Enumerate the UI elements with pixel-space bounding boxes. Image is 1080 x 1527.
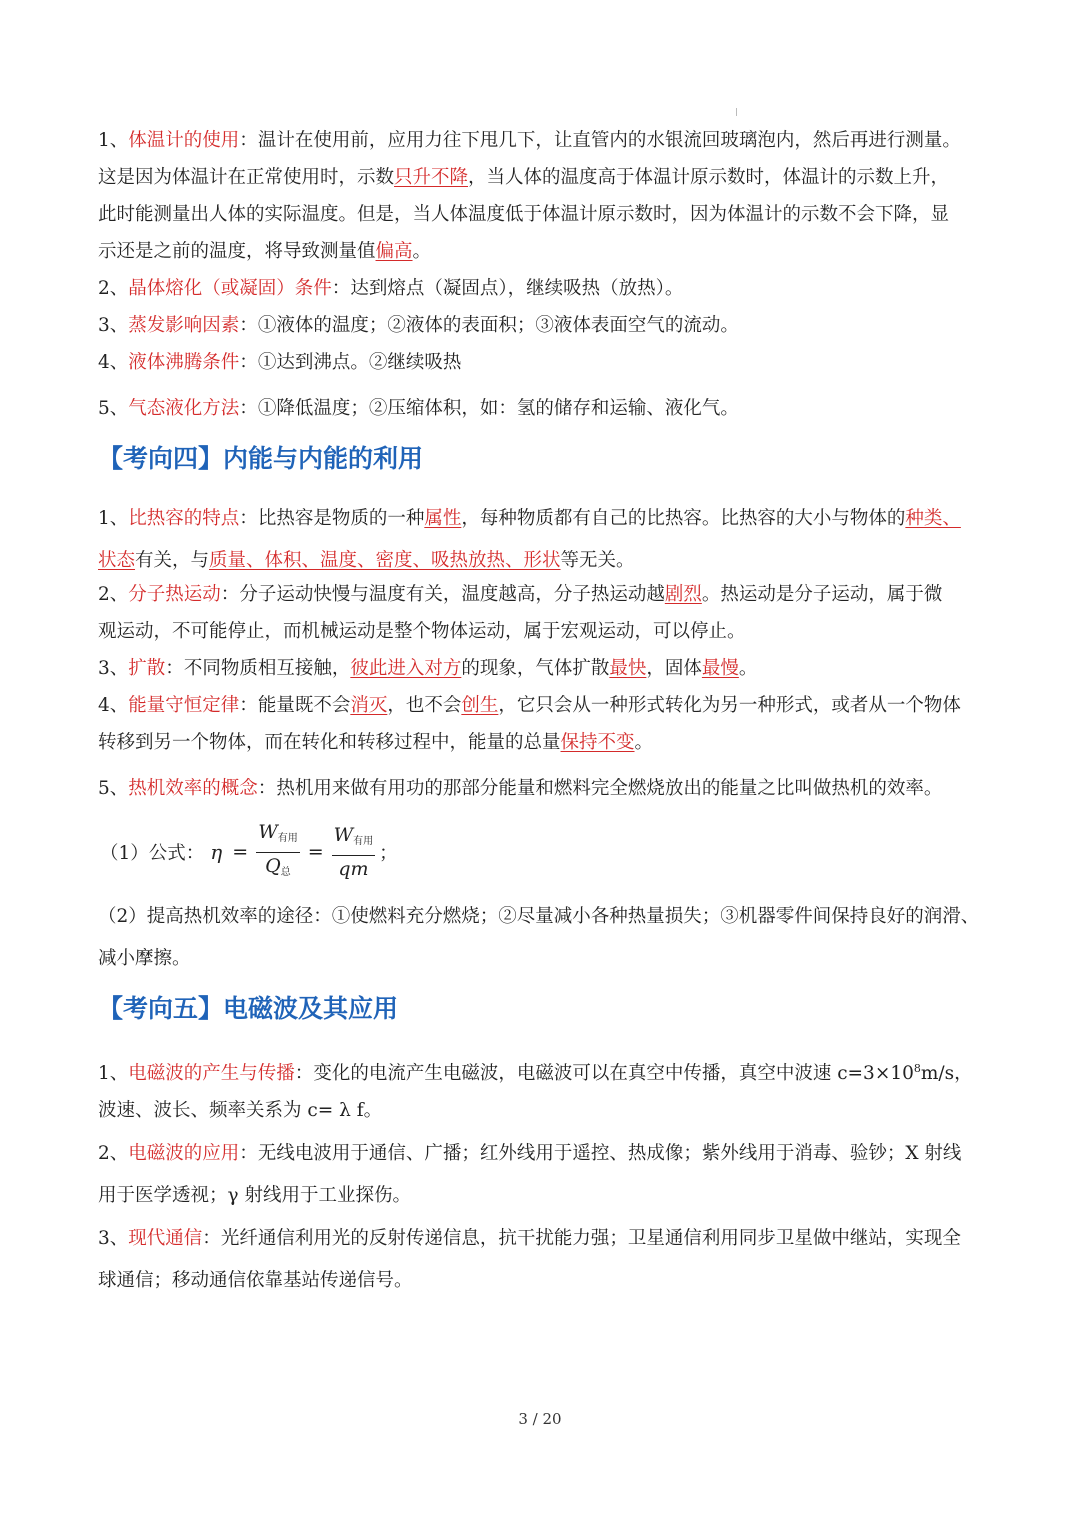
item-text: ，每种物质都有自己的比热容。比热容的大小与物体的 — [461, 508, 906, 529]
scan-mark — [736, 108, 737, 116]
subscript: 总 — [280, 866, 291, 878]
key-term: 液体沸腾条件 — [128, 352, 240, 373]
item-em-wave-generation-line-1 — [98, 1054, 988, 1089]
item-text: 这是因为体温计在正常使用时，示数 — [98, 167, 395, 188]
underlined-term: 最快 — [609, 658, 647, 679]
item-diffusion — [98, 654, 988, 684]
underlined-term: 偏高 — [375, 241, 413, 262]
item-text: 减小摩擦。 — [98, 948, 191, 969]
separator: ： — [220, 584, 240, 605]
item-text: 的现象，气体扩散 — [461, 658, 610, 679]
item-text: （2）提高热机效率的途径：①使燃料充分燃烧；②尽量减小各种热量损失；③机器零件间保持良好的润滑、 — [98, 906, 980, 927]
item-text: 此时能测量出人体的实际温度。但是，当人体温度低于体温计原示数时，因为体温计的示数不会下降，显 — [98, 204, 950, 225]
item-energy-conservation-line-1 — [98, 691, 988, 721]
item-thermometer-line-2 — [98, 163, 988, 193]
key-term: 分子热运动 — [128, 584, 221, 605]
section-heading-5: 【考向五】电磁波及其应用 — [98, 994, 399, 1023]
item-number: 2、 — [98, 584, 129, 605]
key-term: 电磁波的产生与传播 — [128, 1063, 295, 1085]
item-text: 分子运动快慢与温度有关，温度越高，分子热运动越 — [239, 584, 665, 605]
item-heat-efficiency — [98, 774, 988, 804]
separator: ： — [294, 1063, 314, 1085]
fraction-useful-over-total — [256, 821, 300, 884]
key-term: 热机效率的概念 — [128, 778, 258, 799]
efficiency-methods-line-1 — [98, 902, 988, 932]
item-text: 有关，与 — [135, 550, 210, 571]
item-text: 比热容是物质的一种 — [257, 508, 425, 529]
item-molecular-motion-line-2 — [98, 617, 988, 647]
item-text: 。 — [412, 241, 432, 262]
separator: ： — [257, 778, 277, 799]
item-text: ，固体 — [646, 658, 702, 679]
numerator — [332, 824, 376, 856]
key-term: 蒸发影响因素 — [128, 315, 240, 336]
item-text: 能量既不会 — [257, 695, 351, 716]
denominator — [265, 853, 291, 884]
item-crystal-melting — [98, 274, 988, 304]
w-symbol: W — [258, 820, 278, 843]
separator: ： — [202, 1228, 221, 1249]
separator: ： — [239, 1143, 258, 1164]
item-liquefaction — [98, 394, 988, 424]
item-text: ①液体的温度；②液体的表面积；③液体表面空气的流动。 — [257, 315, 739, 336]
item-text: 不同物质相互接触， — [183, 658, 351, 679]
equals-sign: = — [307, 841, 324, 863]
item-text: 转移到另一个物体，而在转化和转移过程中，能量的总量 — [98, 732, 561, 753]
key-term: 电磁波的应用 — [128, 1143, 240, 1164]
key-term: 气态液化方法 — [128, 398, 240, 419]
underlined-term: 状态 — [98, 550, 136, 571]
w-symbol: W — [333, 824, 354, 846]
efficiency-formula — [100, 822, 398, 882]
subscript: 有用 — [353, 836, 374, 847]
underlined-term: 保持不变 — [560, 732, 635, 753]
eta-symbol: η — [210, 840, 223, 864]
item-text: 球通信；移动通信依靠基站传递信号。 — [98, 1270, 413, 1291]
item-number: 4、 — [98, 352, 129, 373]
separator: ： — [331, 278, 351, 299]
item-number: 2、 — [98, 278, 129, 299]
item-specific-heat-line-1 — [98, 504, 988, 534]
underlined-term: 创生 — [461, 695, 499, 716]
item-evaporation — [98, 311, 988, 341]
item-modern-communication-line-1 — [98, 1224, 988, 1254]
fraction-useful-over-qm — [332, 824, 376, 880]
item-number: 1、 — [98, 130, 129, 151]
separator: ： — [239, 508, 258, 529]
item-text: 热机用来做有用功的那部分能量和燃料完全燃烧放出的能量之比叫做热机的效率。 — [276, 778, 943, 799]
key-term: 扩散 — [128, 658, 166, 679]
underlined-term: 质量、体积、温度、密度、吸热放热、形状 — [209, 550, 561, 571]
item-number: 5、 — [98, 778, 129, 799]
item-text: 观运动，不可能停止，而机械运动是整个物体运动，属于宏观运动，可以停止。 — [98, 621, 746, 642]
underlined-term: 剧烈 — [664, 584, 702, 605]
denominator: qm — [338, 858, 369, 880]
item-text: 温计在使用前，应用力往下甩几下，让直管内的水银流回玻璃泡内，然后再进行测量。 — [257, 130, 961, 151]
item-number: 1、 — [98, 1063, 129, 1085]
separator: ： — [239, 130, 258, 151]
item-specific-heat-line-2 — [98, 546, 988, 576]
separator: ： — [239, 398, 258, 419]
item-text: 波速、波长、频率关系为 c= λ f。 — [98, 1100, 383, 1121]
underlined-term: 只升不降 — [394, 167, 469, 188]
item-text: 。 — [738, 658, 758, 679]
item-number: 3、 — [98, 1228, 129, 1249]
item-number: 4、 — [98, 695, 129, 716]
page-number: 3 / 20 — [518, 1410, 562, 1428]
item-number: 1、 — [98, 508, 129, 529]
item-number: 3、 — [98, 315, 129, 336]
separator: ： — [239, 695, 258, 716]
numerator — [256, 821, 300, 853]
separator: ： — [239, 315, 258, 336]
key-term: 体温计的使用 — [128, 130, 240, 151]
item-text: 。热运动是分子运动，属于微 — [701, 584, 943, 605]
item-text: 用于医学透视；γ 射线用于工业探伤。 — [98, 1185, 411, 1206]
underlined-term: 最慢 — [701, 658, 739, 679]
item-number: 5、 — [98, 398, 129, 419]
formula-end: ； — [379, 843, 398, 864]
key-term: 能量守恒定律 — [128, 695, 240, 716]
item-number: 3、 — [98, 658, 129, 679]
underlined-term: 属性 — [424, 508, 462, 529]
q-symbol: Q — [265, 854, 281, 877]
superscript: 8 — [913, 1062, 921, 1075]
item-text: ，它只会从一种形式转化为另一种形式，或者从一个物体 — [498, 695, 961, 716]
item-text: ，也不会 — [387, 695, 462, 716]
item-text: 无线电波用于通信、广播；红外线用于遥控、热成像；紫外线用于消毒、验钞；X 射线 — [257, 1143, 962, 1164]
item-molecular-motion-line-1 — [98, 580, 988, 610]
key-term: 比热容的特点 — [128, 508, 240, 529]
item-thermometer-line-1 — [98, 126, 988, 156]
equals-sign: = — [232, 841, 249, 863]
item-text: ①降低温度；②压缩体积，如：氢的储存和运输、液化气。 — [257, 398, 739, 419]
section-heading-4: 【考向四】内能与内能的利用 — [98, 444, 424, 473]
item-text: 光纤通信利用光的反射传递信息，抗干扰能力强；卫星通信利用同步卫星做中继站，实现全 — [220, 1228, 961, 1249]
efficiency-methods-line-2 — [98, 944, 988, 974]
item-text: ①达到沸点。②继续吸热 — [257, 352, 462, 373]
item-modern-communication-line-2 — [98, 1266, 988, 1296]
item-text: 等无关。 — [560, 550, 635, 571]
item-text: 达到熔点（凝固点），继续吸热（放热）。 — [350, 278, 684, 299]
item-em-wave-application-line-1 — [98, 1139, 988, 1169]
item-text: m/s， — [920, 1063, 973, 1085]
item-thermometer-line-4 — [98, 237, 988, 267]
item-text: 。 — [634, 732, 654, 753]
item-em-wave-generation-line-2 — [98, 1096, 988, 1126]
underlined-term: 彼此进入对方 — [350, 658, 462, 679]
underlined-term: 种类、 — [905, 508, 961, 529]
underlined-term: 消灭 — [350, 695, 388, 716]
item-energy-conservation-line-2 — [98, 728, 988, 758]
item-text: ，当人体的温度高于体温计原示数时，体温计的示数上升， — [468, 167, 950, 188]
item-boiling — [98, 348, 988, 378]
item-em-wave-application-line-2 — [98, 1181, 988, 1211]
subscript: 有用 — [277, 832, 298, 844]
item-text: 示还是之前的温度，将导致测量值 — [98, 241, 376, 262]
key-term: 晶体熔化（或凝固）条件 — [128, 278, 332, 299]
key-term: 现代通信 — [128, 1228, 203, 1249]
formula-label: （1）公式： — [100, 843, 205, 864]
item-thermometer-line-3 — [98, 200, 988, 230]
separator: ： — [165, 658, 184, 679]
separator: ： — [239, 352, 258, 373]
item-text: 变化的电流产生电磁波，电磁波可以在真空中传播，真空中波速 c=3×10 — [313, 1063, 914, 1085]
item-number: 2、 — [98, 1143, 129, 1164]
